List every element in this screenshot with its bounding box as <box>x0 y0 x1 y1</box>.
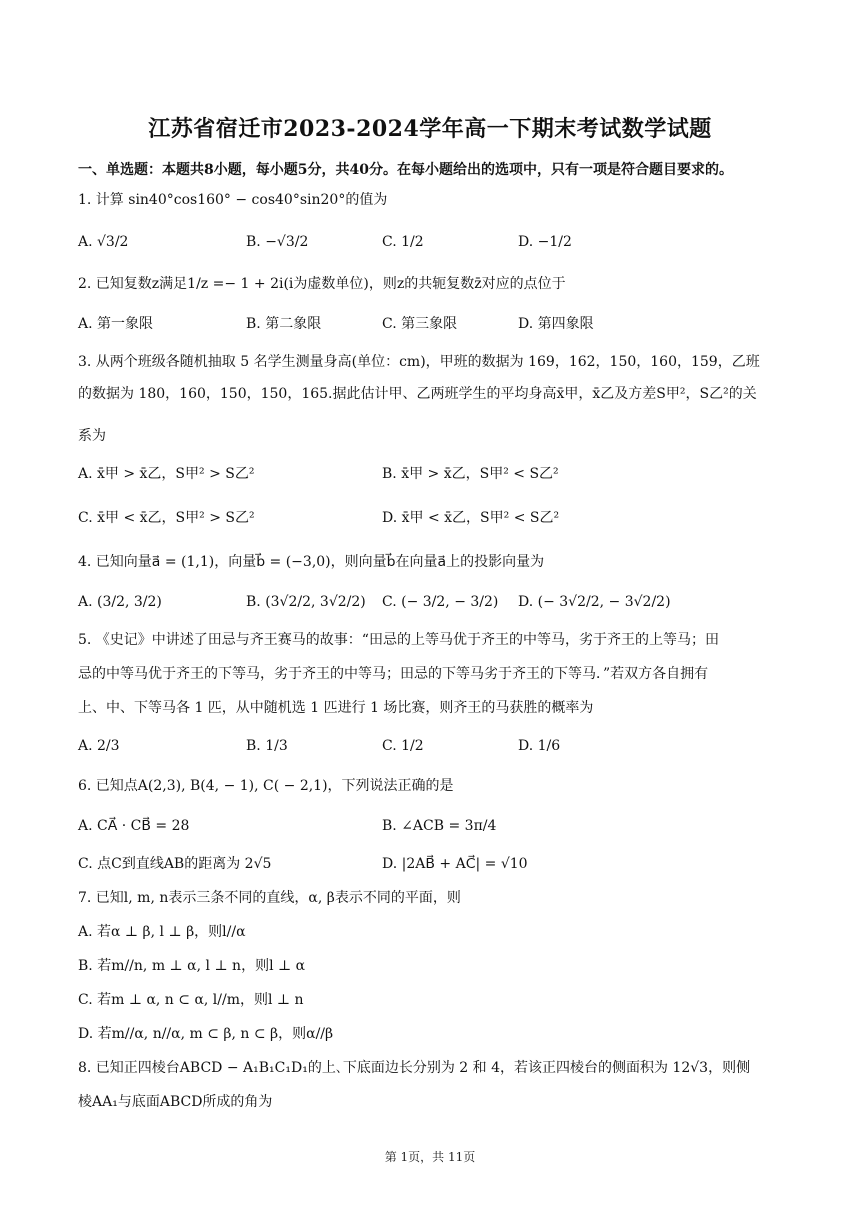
question-5-option-b: B. 1/3 <box>246 738 288 754</box>
question-1-option-d: D. −1/2 <box>518 234 572 250</box>
question-1-option-a: A. √3/2 <box>78 234 129 250</box>
question-5-line-3: 上、中、下等马各 1 匹，从中随机选 1 匹进行 1 场比赛，则齐王的马获胜的概率为 <box>78 700 594 716</box>
question-2-option-b: B. 第二象限 <box>246 316 322 332</box>
question-3-option-d: D. x̄甲 < x̄乙，S甲² < S乙² <box>382 510 560 526</box>
page-footer: 第 1页，共 11页 <box>384 1150 476 1164</box>
question-5-option-d: D. 1/6 <box>518 738 561 754</box>
question-1-stem: 1. 计算 sin40°cos160° − cos40°sin20°的值为 <box>78 192 388 208</box>
question-7-option-b: B. 若m//n, m ⊥ α, l ⊥ n，则l ⊥ α <box>78 958 306 974</box>
question-6-stem: 6. 已知点A(2,3), B(4, − 1), C( − 2,1)，下列说法正确的是 <box>78 778 454 794</box>
question-4-stem: 4. 已知向量a⃗ = (1,1)，向量b⃗ = (−3,0)，则向量b⃗在向量a⃗上的投影向量为 <box>78 554 545 570</box>
question-4-option-a: A. (3/2, 3/2) <box>78 594 162 610</box>
question-5-line-1: 5. 《史记》中讲述了田忌与齐王赛马的故事：“田忌的上等马优于齐王的中等马，劣于齐王的上等马；田 <box>78 632 719 648</box>
question-6-option-a: A. CA⃗ · CB⃗ = 28 <box>78 818 190 834</box>
question-3-option-a: A. x̄甲 > x̄乙，S甲² > S乙² <box>78 466 255 482</box>
question-5-option-c: C. 1/2 <box>382 738 424 754</box>
question-2-option-c: C. 第三象限 <box>382 316 458 332</box>
question-3-option-c: C. x̄甲 < x̄乙，S甲² > S乙² <box>78 510 255 526</box>
question-6-option-b: B. ∠ACB = 3π/4 <box>382 818 497 834</box>
question-3-option-b: B. x̄甲 > x̄乙，S甲² < S乙² <box>382 466 559 482</box>
question-7-option-c: C. 若m ⊥ α, n ⊂ α, l//m，则l ⊥ n <box>78 992 304 1008</box>
question-8-line-2: 棱AA₁与底面ABCD所成的角为 <box>78 1094 273 1110</box>
question-1-option-b: B. −√3/2 <box>246 234 309 250</box>
page-title: 江苏省宿迁市2023-2024学年高一下期末考试数学试题 <box>148 116 712 142</box>
question-7-option-d: D. 若m//α, n//α, m ⊂ β, n ⊂ β，则α//β <box>78 1026 334 1042</box>
question-2-stem: 2. 已知复数z满足1/z =− 1 + 2i(i为虚数单位)，则z的共轭复数z̄对应的点位于 <box>78 276 566 292</box>
question-3-line-2: 的数据为 180，160，150，150，165.据此估计甲、乙两班学生的平均身高x̄甲，x̄乙及方差S甲²，S乙²的关 <box>78 386 757 402</box>
question-5-option-a: A. 2/3 <box>78 738 120 754</box>
question-7-option-a: A. 若α ⊥ β, l ⊥ β，则l//α <box>78 924 246 940</box>
question-4-option-d: D. (− 3√2/2, − 3√2/2) <box>518 594 671 610</box>
question-2-option-a: A. 第一象限 <box>78 316 154 332</box>
question-8-line-1: 8. 已知正四棱台ABCD − A₁B₁C₁D₁的上､下底面边长分别为 2 和 4，若该正四棱台的侧面积为 12√3，则侧 <box>78 1060 751 1076</box>
question-4-option-c: C. (− 3/2, − 3/2) <box>382 594 499 610</box>
section-heading: 一、单选题：本题共8小题，每小题5分，共40分。在每小题给出的选项中，只有一项是符合题目要求的。 <box>78 162 733 178</box>
question-6-option-c: C. 点C到直线AB的距离为 2√5 <box>78 856 272 872</box>
question-4-option-b: B. (3√2/2, 3√2/2) <box>246 594 366 610</box>
question-1-option-c: C. 1/2 <box>382 234 424 250</box>
question-5-line-2: 忌的中等马优于齐王的下等马，劣于齐王的中等马；田忌的下等马劣于齐王的下等马．”若双方各自拥有 <box>78 666 709 682</box>
question-2-option-d: D. 第四象限 <box>518 316 594 332</box>
question-7-stem: 7. 已知l, m, n表示三条不同的直线，α, β表示不同的平面，则 <box>78 890 461 906</box>
question-3-line-1: 3. 从两个班级各随机抽取 5 名学生测量身高(单位：cm)，甲班的数据为 169，162，150，160，159，乙班 <box>78 354 760 370</box>
question-6-option-d: D. |2AB⃗ + AC⃗| = √10 <box>382 856 528 872</box>
question-3-line-3: 系为 <box>78 428 106 444</box>
